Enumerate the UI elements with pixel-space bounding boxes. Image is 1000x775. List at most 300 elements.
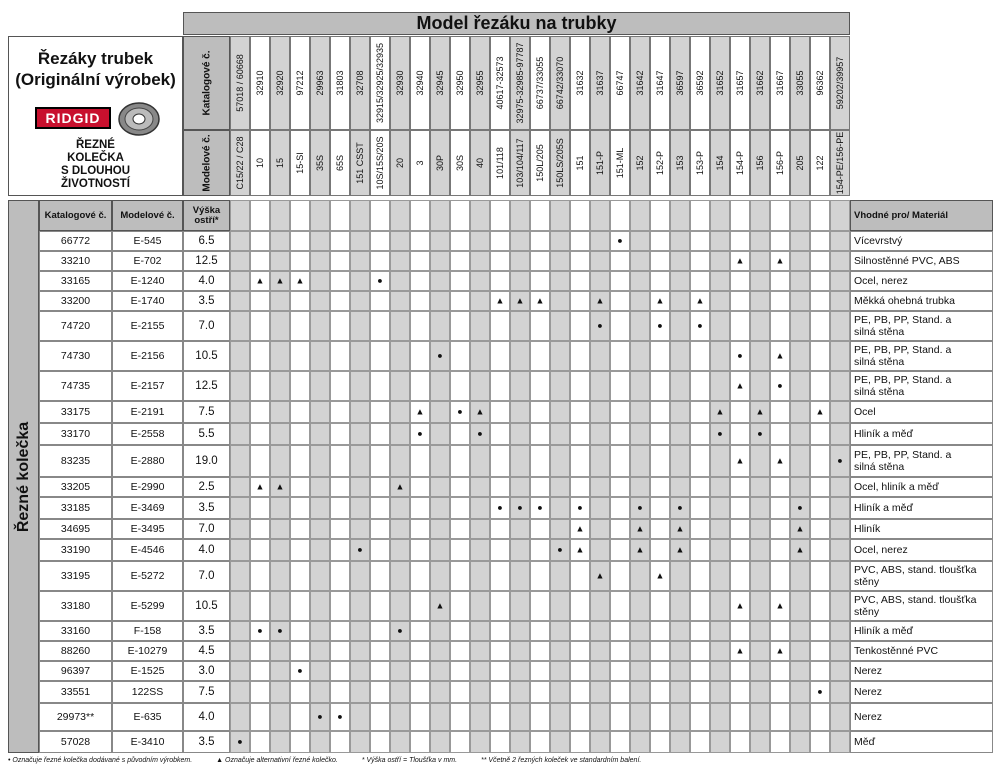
grid-cell [230,703,250,731]
grid-cell [510,271,530,291]
row-height-header: Výška ostří* [183,200,230,231]
column-catalog-number: 32950 [455,70,465,96]
grid-cell [570,231,590,251]
wheel-catalog-number: 74735 [39,371,112,401]
grid-cell [330,539,350,561]
column-catalog-number: 32910 [255,70,265,96]
grid-cell [250,681,270,703]
grid-cell [290,681,310,703]
grid-header-cell [430,200,450,231]
material-text [854,449,951,473]
grid-cell [810,311,830,341]
grid-cell [570,271,590,291]
column-catalog-cell [770,36,790,130]
grid-cell [510,621,530,641]
grid-cell [550,341,570,371]
alternative-wheel-triangle-icon: ▲ [575,544,585,555]
grid-cell [390,591,410,621]
material-text [854,295,955,307]
column-model-cell [290,130,310,196]
wheel-model-number: E-2880 [112,445,183,477]
wheel-blade-height: 3.5 [183,621,230,641]
grid-cell [370,591,390,621]
column-model-cell [430,130,450,196]
grid-cell [370,519,390,539]
original-wheel-dot-icon: ● [317,711,323,722]
grid-cell [390,423,410,445]
column-catalog-number: 31657 [735,70,745,96]
grid-cell [390,681,410,703]
wheel-model-number: E-1740 [112,291,183,311]
grid-cell [590,231,610,251]
material-line: Ocel, nerez [854,275,908,287]
wheel-blade-height: 3.0 [183,661,230,681]
grid-cell [490,445,510,477]
grid-cell [290,621,310,641]
grid-cell [570,681,590,703]
grid-cell [650,477,670,497]
grid-cell [310,519,330,539]
wheel-model-number: E-2156 [112,341,183,371]
grid-cell [750,231,770,251]
grid-cell [770,561,790,591]
grid-cell [470,621,490,641]
grid-cell [790,641,810,661]
grid-cell [610,641,630,661]
wheel-model-number: E-702 [112,251,183,271]
grid-cell [770,703,790,731]
grid-cell [270,591,290,621]
grid-cell [390,271,410,291]
grid-cell [350,661,370,681]
grid-cell [510,423,530,445]
grid-cell [230,311,250,341]
grid-cell [670,703,690,731]
grid-cell [830,401,850,423]
grid-cell [830,231,850,251]
column-catalog-number: 66742/33070 [555,56,565,110]
grid-cell [410,445,430,477]
original-wheel-dot-icon: ● [537,502,543,513]
grid-cell [450,681,470,703]
grid-cell [830,561,850,591]
grid-cell [290,231,310,251]
grid-cell [750,371,770,401]
grid-cell [670,271,690,291]
wheel-material [850,681,993,703]
grid-header-cell [350,200,370,231]
column-catalog-number: 97212 [295,70,305,96]
grid-cell [290,497,310,519]
grid-cell [670,641,690,661]
grid-cell [750,497,770,519]
footnote: ▲ Označuje alternativní řezné kolečko. [216,757,338,764]
original-wheel-dot-icon: ● [757,428,763,439]
grid-header-cell [550,200,570,231]
grid-cell [490,731,510,753]
grid-cell [350,591,370,621]
grid-cell [330,231,350,251]
wheel-catalog-number: 33160 [39,621,112,641]
grid-cell [550,371,570,401]
column-catalog-number: 36597 [675,70,685,96]
grid-cell [490,703,510,731]
grid-cell [450,477,470,497]
column-catalog-number: 32940 [415,70,425,96]
grid-cell [250,497,270,519]
grid-cell [470,251,490,271]
column-model-cell [330,130,350,196]
grid-cell [610,401,630,423]
column-catalog-number: 59202/39957 [835,56,845,110]
column-model-cell [550,130,570,196]
grid-cell [330,291,350,311]
grid-cell [290,423,310,445]
grid-cell [290,641,310,661]
material-text [854,406,876,418]
wheel-catalog-number: 33165 [39,271,112,291]
grid-cell [590,681,610,703]
wheel-blade-height: 7.5 [183,401,230,423]
grid-cell [490,519,510,539]
grid-cell [510,661,530,681]
grid-cell [770,519,790,539]
column-catalog-cell [270,36,290,130]
grid-cell [450,497,470,519]
column-catalog-number: 31803 [335,70,345,96]
column-catalog-cell [250,36,270,130]
grid-cell [610,341,630,371]
grid-cell [570,731,590,753]
grid-cell [430,311,450,341]
grid-cell [590,661,610,681]
grid-cell [230,341,250,371]
wheel-material [850,731,993,753]
wheel-catalog-number: 96397 [39,661,112,681]
grid-cell [410,591,430,621]
grid-cell [610,661,630,681]
grid-cell [270,681,290,703]
wheel-model-number: E-635 [112,703,183,731]
wheel-catalog-number: 33200 [39,291,112,311]
wheel-catalog-number: 33170 [39,423,112,445]
grid-cell [330,561,350,591]
original-wheel-dot-icon: ● [677,502,683,513]
grid-cell [350,401,370,423]
grid-cell [790,423,810,445]
grid-cell [750,477,770,497]
grid-cell [510,477,530,497]
grid-cell [690,641,710,661]
grid-header-cell [290,200,310,231]
grid-cell [650,371,670,401]
grid-cell [830,519,850,539]
grid-cell [690,445,710,477]
grid-cell [590,539,610,561]
grid-cell [630,561,650,591]
grid-cell [830,703,850,731]
grid-cell [250,561,270,591]
original-wheel-dot-icon: ● [737,350,743,361]
grid-cell [670,401,690,423]
grid-cell [630,371,650,401]
grid-cell [570,445,590,477]
catalog-header-label [183,36,230,130]
grid-cell [830,477,850,497]
grid-cell [470,561,490,591]
alternative-wheel-triangle-icon: ▲ [735,645,745,656]
grid-cell [670,621,690,641]
grid-cell [430,561,450,591]
grid-cell [450,591,470,621]
brand-subtitle: (Originální výrobek) [15,70,176,89]
grid-cell [310,231,330,251]
original-wheel-dot-icon: ● [617,235,623,246]
original-wheel-dot-icon: ● [657,320,663,331]
grid-cell [450,341,470,371]
table-title: Model řezáku na trubky [183,12,850,35]
column-catalog-number: 66737/33055 [535,56,545,110]
column-model-cell [750,130,770,196]
grid-cell [590,497,610,519]
grid-cell [250,341,270,371]
grid-cell [690,401,710,423]
grid-cell [710,539,730,561]
grid-cell [370,561,390,591]
original-wheel-dot-icon: ● [357,544,363,555]
grid-cell [390,519,410,539]
column-model-number: 122 [815,155,825,171]
grid-cell [670,311,690,341]
grid-cell [490,231,510,251]
material-text [854,645,938,657]
grid-cell [490,561,510,591]
grid-cell [490,681,510,703]
column-catalog-number: 66747 [615,70,625,96]
column-catalog-cell [230,36,250,130]
grid-cell [350,445,370,477]
grid-cell [250,703,270,731]
wheel-material [850,271,993,291]
grid-cell [290,445,310,477]
wheel-model-number: E-2191 [112,401,183,423]
original-wheel-dot-icon: ● [817,686,823,697]
grid-cell [530,703,550,731]
grid-cell [230,477,250,497]
grid-cell [230,445,250,477]
brand-title: Řezáky trubek [37,49,154,68]
grid-cell [530,401,550,423]
grid-cell [350,341,370,371]
grid-cell [810,519,830,539]
column-catalog-number: 57018 / 60668 [235,54,245,112]
grid-cell [430,519,450,539]
grid-cell [450,291,470,311]
grid-cell [350,641,370,661]
grid-cell [250,731,270,753]
grid-cell [690,703,710,731]
original-wheel-dot-icon: ● [777,380,783,391]
grid-cell [690,661,710,681]
column-catalog-number: 32945 [435,70,445,96]
grid-cell [810,591,830,621]
alternative-wheel-triangle-icon: ▲ [595,295,605,306]
grid-cell [470,641,490,661]
grid-cell [630,311,650,341]
material-line: stěny [854,576,880,588]
alternative-wheel-triangle-icon: ▲ [475,406,485,417]
grid-cell [590,271,610,291]
material-text [854,523,880,535]
grid-cell [810,271,830,291]
grid-cell [610,497,630,519]
grid-cell [630,591,650,621]
grid-cell [470,291,490,311]
grid-cell [670,445,690,477]
alternative-wheel-triangle-icon: ▲ [535,295,545,306]
grid-cell [750,539,770,561]
grid-cell [410,341,430,371]
grid-cell [790,681,810,703]
grid-cell [510,311,530,341]
grid-cell [410,311,430,341]
grid-cell [810,291,830,311]
grid-cell [390,401,410,423]
grid-cell [590,251,610,271]
alternative-wheel-triangle-icon: ▲ [255,481,265,492]
original-wheel-dot-icon: ● [337,711,343,722]
column-catalog-cell [350,36,370,130]
grid-cell [250,661,270,681]
wheel-catalog-number: 34695 [39,519,112,539]
column-catalog-number: 29963 [315,70,325,96]
grid-cell [550,703,570,731]
grid-cell [730,539,750,561]
wheel-model-number: E-3410 [112,731,183,753]
column-catalog-cell [550,36,570,130]
original-wheel-dot-icon: ● [457,406,463,417]
grid-cell [650,251,670,271]
grid-cell [590,423,610,445]
grid-cell [250,445,270,477]
column-catalog-cell [790,36,810,130]
grid-header-cell [590,200,610,231]
grid-cell [690,231,710,251]
grid-cell [730,401,750,423]
wheel-material [850,497,993,519]
grid-cell [610,291,630,311]
grid-cell [490,641,510,661]
grid-cell [830,731,850,753]
alternative-wheel-triangle-icon: ▲ [775,255,785,266]
grid-cell [490,539,510,561]
grid-cell [710,681,730,703]
material-line: Hliník [854,523,881,535]
wheel-model-number: E-2990 [112,477,183,497]
material-text [854,686,882,698]
alternative-wheel-triangle-icon: ▲ [655,570,665,581]
alternative-wheel-triangle-icon: ▲ [735,255,745,266]
column-catalog-cell [310,36,330,130]
grid-cell [750,681,770,703]
wheel-blade-height: 10.5 [183,591,230,621]
grid-cell [750,561,770,591]
column-model-number: 10S/15S/20S [375,136,385,190]
grid-cell [630,271,650,291]
grid-cell [750,641,770,661]
grid-cell [550,291,570,311]
grid-cell [670,661,690,681]
grid-cell [290,341,310,371]
grid-cell [370,311,390,341]
grid-cell [450,519,470,539]
grid-cell [310,371,330,401]
grid-cell [470,703,490,731]
column-model-number: 65S [335,154,345,172]
grid-cell [490,477,510,497]
grid-cell [630,423,650,445]
column-catalog-number: 31642 [635,70,645,96]
material-line: stěny [854,606,880,618]
grid-cell [510,539,530,561]
grid-cell [770,621,790,641]
grid-cell [430,401,450,423]
grid-cell [730,519,750,539]
column-model-cell [730,130,750,196]
grid-cell [670,341,690,371]
grid-cell [690,341,710,371]
grid-cell [550,497,570,519]
grid-cell [570,641,590,661]
alternative-wheel-triangle-icon: ▲ [715,406,725,417]
grid-cell [430,231,450,251]
grid-cell [530,371,550,401]
grid-cell [830,681,850,703]
grid-cell [310,477,330,497]
grid-cell [330,271,350,291]
row-catalog-header: Katalogové č. [39,200,112,231]
grid-cell [270,497,290,519]
grid-cell [490,621,510,641]
grid-cell [590,341,610,371]
grid-cell [570,401,590,423]
wheel-material [850,621,993,641]
wheel-catalog-number: 33205 [39,477,112,497]
grid-cell [650,703,670,731]
grid-cell [650,423,670,445]
column-catalog-number: 31667 [775,70,785,96]
grid-cell [690,681,710,703]
column-catalog-number: 32920 [275,70,285,96]
grid-cell [490,251,510,271]
grid-header-cell [250,200,270,231]
grid-cell [370,401,390,423]
material-text [854,594,976,618]
wheel-model-number: 122SS [112,681,183,703]
grid-cell [770,539,790,561]
grid-cell [310,731,330,753]
wheel-blade-height: 10.5 [183,341,230,371]
grid-cell [370,731,390,753]
alternative-wheel-triangle-icon: ▲ [435,600,445,611]
grid-cell [770,271,790,291]
grid-cell [710,731,730,753]
grid-cell [230,497,250,519]
grid-cell [710,271,730,291]
grid-cell [530,621,550,641]
cutter-wheel-icon [113,101,163,137]
grid-cell [470,477,490,497]
